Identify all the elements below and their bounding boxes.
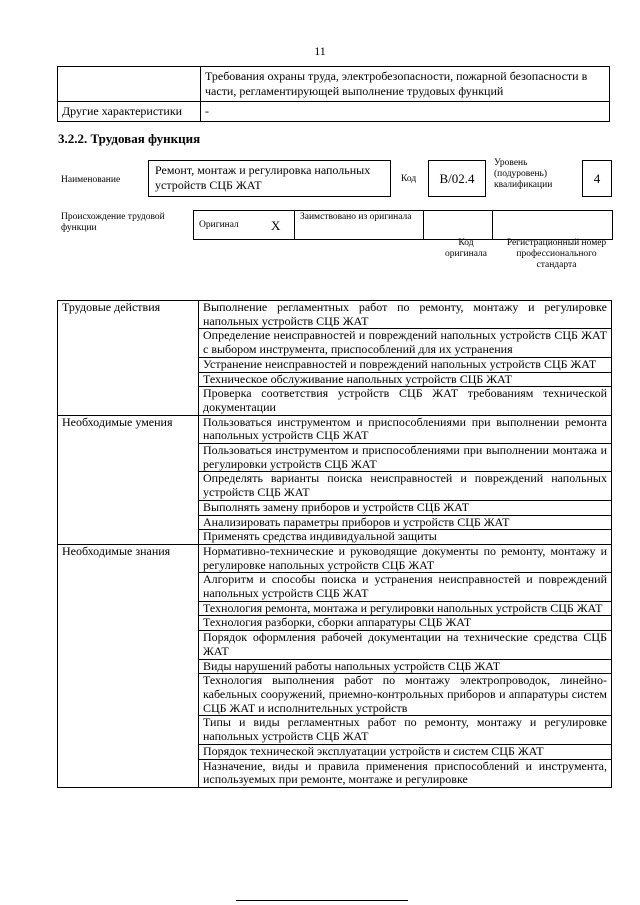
function-code: B/02.4: [428, 160, 486, 197]
table-row: [58, 544, 612, 572]
table-cell: Определять варианты поиска неисправностей и повреждений напольных устройств СЦБ ЖАТ: [199, 472, 612, 500]
row-label: Необходимые умения: [58, 415, 199, 544]
table-cell: Другие характеристики: [58, 102, 201, 122]
page-number: 11: [314, 44, 326, 58]
borrowed-label: Заимствовано из оригинала: [295, 211, 424, 240]
reg-number-cell: [493, 211, 613, 240]
reg-caption: Регистрационный номер профессионального стандарта: [506, 238, 607, 270]
table-cell: Нормативно-технические и руководящие документы по ремонту, монтажу и регулировке напольных устройств СЦБ ЖАТ: [199, 544, 612, 572]
table-row: [194, 211, 613, 240]
section-title: 3.2.2. Трудовая функция: [58, 131, 201, 146]
table-cell: Типы и виды регламентных работ по ремонту, монтажу и регулировке напольных устройств СЦБ ЖАТ: [199, 716, 612, 744]
table-cell: Устранение неисправностей и повреждений напольных устройств СЦБ ЖАТ: [199, 357, 612, 372]
table-cell: Выполнять замену приборов и устройств СЦБ ЖАТ: [199, 500, 612, 515]
table-cell: Анализировать параметры приборов и устройств СЦБ ЖАТ: [199, 515, 612, 530]
code-cell: [424, 211, 493, 240]
main-table: [57, 300, 612, 788]
footer-line: [236, 900, 408, 901]
table-cell: [58, 67, 201, 102]
table-row: [58, 301, 612, 329]
table-cell: Технология выполнения работ по монтажу электропроводок, линейно-кабельных сооружений, приемно-контрольных приборов и аппаратуры систем СЦБ ЖАТ и исполнительных устройств: [199, 674, 612, 716]
table-cell: Назначение, виды и правила применения приспособлений и инструмента, используемых при ремонте, монтаже и регулировке: [199, 759, 612, 787]
table-cell: Техническое обслуживание напольных устройств СЦБ ЖАТ: [199, 372, 612, 387]
table-cell: Требования охраны труда, электробезопасности, пожарной безопасности в части, регламентирующей выполнение трудовых функций: [201, 67, 610, 102]
table-cell: Порядок оформления рабочей документации на технические средства СЦБ ЖАТ: [199, 631, 612, 659]
table-row: [58, 67, 610, 102]
table-cell: Порядок технической эксплуатации устройств и систем СЦБ ЖАТ: [199, 744, 612, 759]
table-cell: Применять средства индивидуальной защиты: [199, 530, 612, 545]
row-label: Трудовые действия: [58, 301, 199, 416]
table-cell: Виды нарушений работы напольных устройств СЦБ ЖАТ: [199, 659, 612, 674]
top-table: [57, 66, 610, 122]
table-cell: Выполнение регламентных работ по ремонту, монтажу и регулировке напольных устройств СЦБ ЖАТ: [199, 301, 612, 329]
code-caption: Код оригинала: [445, 238, 487, 259]
function-name: Ремонт, монтаж и регулировка напольных устройств СЦБ ЖАТ: [148, 160, 391, 197]
name-label: Наименование: [61, 175, 121, 185]
original-mark: X: [266, 211, 295, 240]
table-cell: Пользоваться инструментом и приспособлениями при выполнении монтажа и регулировки устройств СЦБ ЖАТ: [199, 444, 612, 472]
level-label: Уровень (подуровень) квалификации: [494, 158, 553, 190]
row-label: Необходимые знания: [58, 544, 199, 787]
table-cell: -: [201, 102, 610, 122]
table-cell: Технология ремонта, монтажа и регулировки напольных устройств СЦБ ЖАТ: [199, 601, 612, 616]
table-cell: Пользоваться инструментом и приспособлениями при выполнении ремонта напольных устройств СЦБ ЖАТ: [199, 415, 612, 443]
table-row: [58, 102, 610, 122]
table-cell: Проверка соответствия устройств СЦБ ЖАТ требованиям технической документации: [199, 387, 612, 415]
origin-label: Происхождение трудовой функции: [61, 212, 165, 233]
table-row: [58, 415, 612, 443]
original-label: Оригинал: [194, 211, 267, 240]
table-cell: Определение неисправностей и повреждений напольных устройств СЦБ ЖАТ с выбором инструмента, приспособлений для их устранения: [199, 329, 612, 357]
qualification-level: 4: [582, 160, 612, 197]
table-cell: Технология разборки, сборки аппаратуры СЦБ ЖАТ: [199, 616, 612, 631]
code-label: Код: [401, 174, 417, 184]
origin-table: [193, 210, 613, 240]
table-cell: Алгоритм и способы поиска и устранения неисправностей и повреждений напольных устройств СЦБ ЖАТ: [199, 573, 612, 601]
